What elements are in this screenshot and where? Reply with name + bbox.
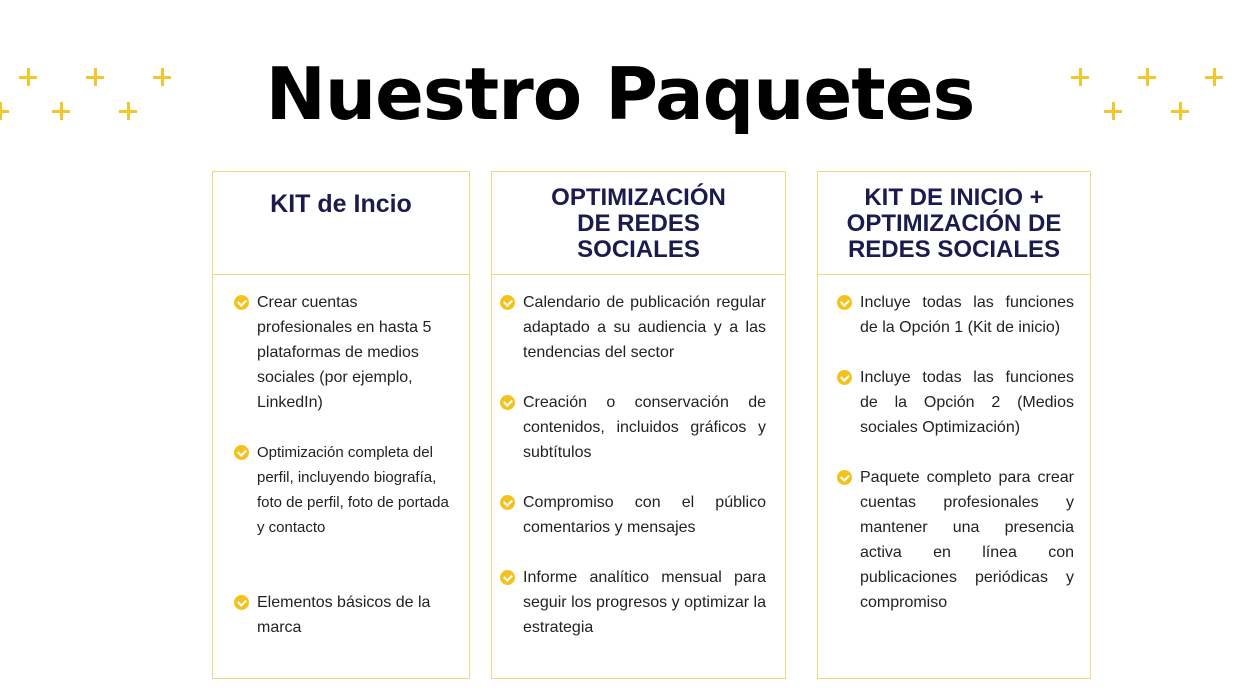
plus-icon — [1104, 102, 1122, 120]
plus-icon — [86, 68, 104, 86]
plus-icon — [153, 68, 171, 86]
feature-list — [837, 290, 1074, 615]
card-heading: KIT de Incio — [270, 190, 412, 218]
plus-icon — [1171, 102, 1189, 120]
feature-list — [234, 290, 452, 640]
plus-icon — [0, 102, 9, 120]
card-divider — [492, 274, 785, 275]
feature-item: Crear cuentas profesionales en hasta 5 plataformas de medios sociales (por ejemplo, LinkedIn) — [234, 290, 452, 415]
check-icon — [500, 295, 515, 310]
card-divider — [213, 274, 469, 275]
package-card-combined — [817, 171, 1091, 679]
check-icon — [500, 395, 515, 410]
plus-icon — [1138, 68, 1156, 86]
plus-icon — [19, 68, 37, 86]
check-icon — [234, 295, 249, 310]
feature-list — [500, 290, 766, 640]
plus-icon — [1205, 68, 1223, 86]
feature-item: Compromiso con el público comentarios y mensajes — [500, 490, 766, 540]
plus-icon — [1071, 68, 1089, 86]
check-icon — [837, 470, 852, 485]
package-card-starter — [212, 171, 470, 679]
feature-item: Calendario de publicación regular adaptado a su audiencia y a las tendencias del sector — [500, 290, 766, 365]
feature-item: Creación o conservación de contenidos, incluidos gráficos y subtítulos — [500, 390, 766, 465]
feature-item: Paquete completo para crear cuentas profesionales y mantener una presencia activa en línea con publicaciones periódicas y compromiso — [837, 465, 1074, 615]
feature-item: Incluye todas las funciones de la Opción 1 (Kit de inicio) — [837, 290, 1074, 340]
feature-item: Elementos básicos de la marca — [234, 590, 452, 640]
card-divider — [818, 274, 1090, 275]
check-icon — [234, 595, 249, 610]
plus-icon — [52, 102, 70, 120]
check-icon — [500, 570, 515, 585]
check-icon — [837, 370, 852, 385]
check-icon — [837, 295, 852, 310]
card-heading: OPTIMIZACIÓN DE REDES SOCIALES — [551, 184, 726, 263]
feature-item: Incluye todas las funciones de la Opción 2 (Medios sociales Optimización) — [837, 365, 1074, 440]
package-card-optimization — [491, 171, 786, 679]
feature-item: Informe analítico mensual para seguir los progresos y optimizar la estrategia — [500, 565, 766, 640]
feature-item: Optimización completa del perfil, incluyendo biografía, foto de perfil, foto de portada y contacto — [234, 440, 452, 540]
card-heading: KIT DE INICIO + OPTIMIZACIÓN DE REDES SOCIALES — [846, 184, 1062, 263]
plus-icon — [119, 102, 137, 120]
check-icon — [234, 445, 249, 460]
check-icon — [500, 495, 515, 510]
page-title: Nuestro Paquetes — [265, 52, 975, 136]
